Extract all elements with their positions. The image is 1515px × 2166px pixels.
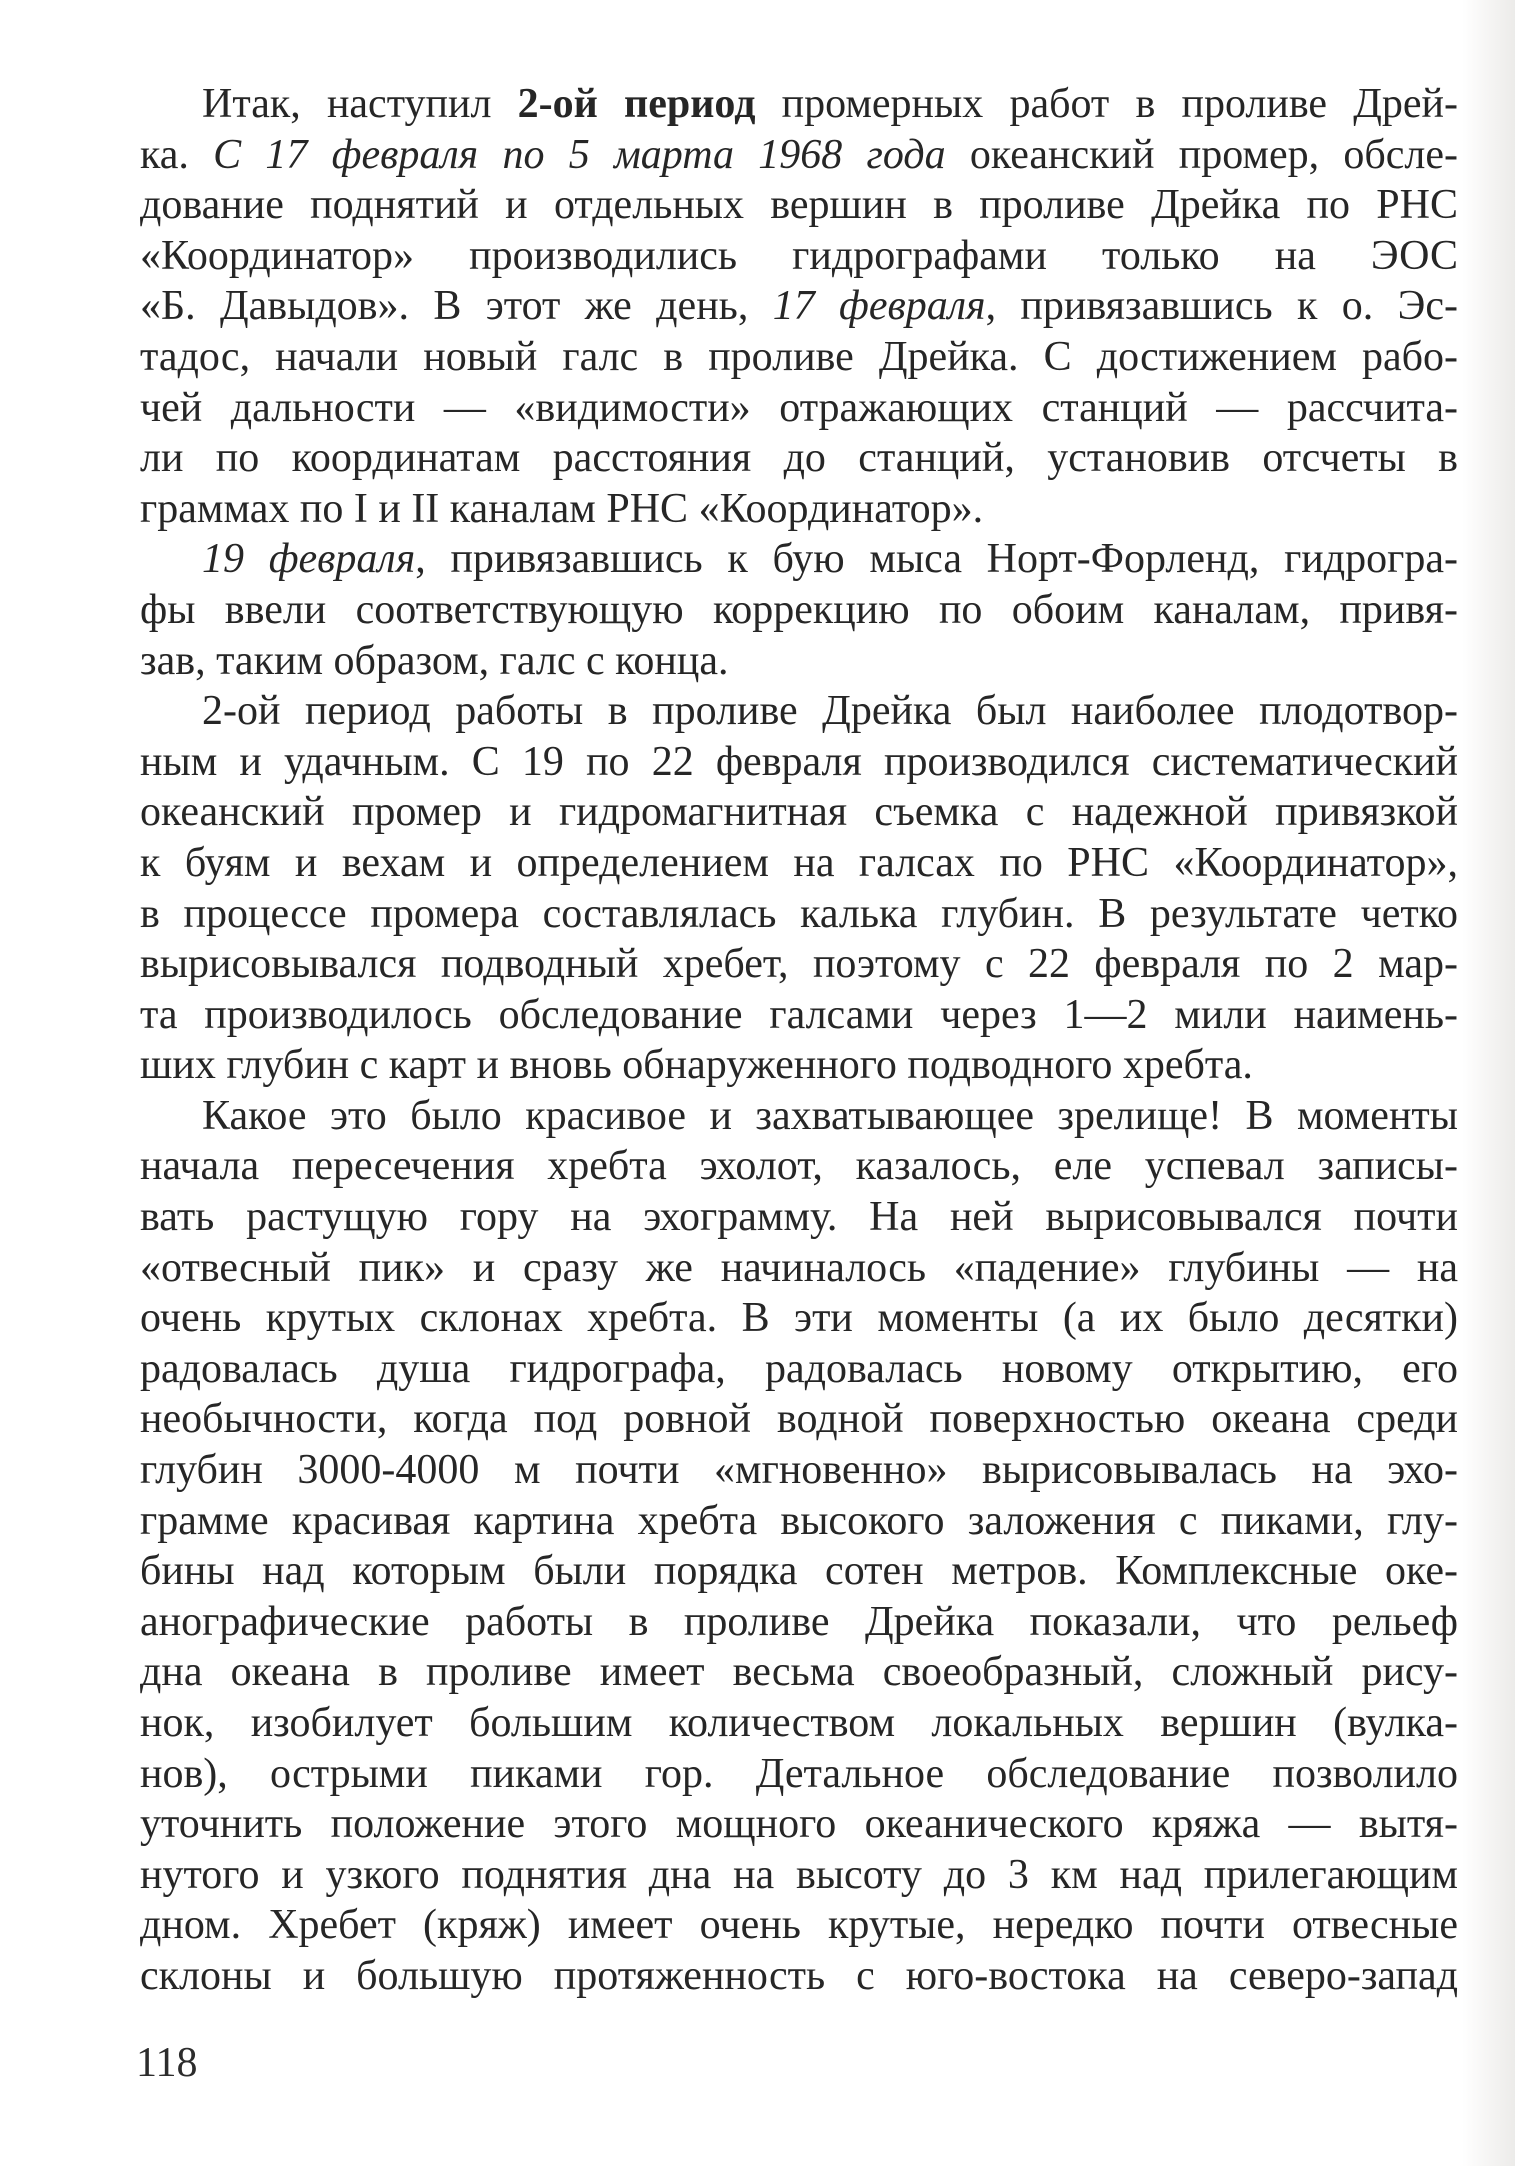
text-run: тадос, начали новый галс в проливе Дрейка. С достижением рабо- [140, 333, 1458, 380]
text-run: вать растущую гору на эхограмму. На ней вырисовывался почти [140, 1194, 1458, 1241]
text-line [140, 383, 1458, 434]
text-line [140, 484, 1458, 535]
paragraph [140, 534, 1458, 686]
text-line [140, 1293, 1458, 1344]
text-line [140, 180, 1458, 231]
text-run: промерных работ в проливе Дрей- [755, 81, 1459, 127]
text-line [140, 130, 1458, 181]
text-line [140, 1192, 1458, 1243]
text-line [140, 1900, 1458, 1951]
text-run: вырисовывался подводный хребет, поэтому с 22 февраля по 2 мар- [140, 941, 1458, 988]
text-line [140, 534, 1458, 585]
paragraph [140, 686, 1458, 1091]
text-run: очень крутых склонах хребта. В эти моменты (а их было десятки) [140, 1295, 1458, 1342]
text-run: чей дальности — «видимости» отражающих станций — рассчита- [140, 384, 1458, 431]
text-line [140, 939, 1458, 990]
text-run: нутого и узкого поднятия дна на высоту до 3 км над прилегающим [140, 1851, 1458, 1898]
text-run: Какое это было красивое и захватывающее зрелище! В моменты [202, 1092, 1458, 1139]
text-run: склоны и большую протяженность с юго-востока на северо-запад [140, 1952, 1458, 1999]
text-run: необычности, когда под ровной водной поверхностью океана среди [140, 1396, 1458, 1443]
text-run: уточнить положение этого мощного океанического кряжа — вытя- [140, 1801, 1458, 1848]
text-run: зав, таким образом, галс с конца. [140, 637, 729, 684]
text-run: дование поднятий и отдельных вершин в проливе Дрейка по РНС [140, 182, 1458, 229]
text-line [140, 433, 1458, 484]
text-run: граммах по I и II каналам РНС «Координатор». [140, 485, 984, 532]
text-run: ным и удачным. С 19 по 22 февраля производился систематический [140, 738, 1458, 785]
text-run: ших глубин с карт и вновь обнаруженного подводного хребта. [140, 1042, 1253, 1089]
text-line [140, 1698, 1458, 1749]
text-run: глубин 3000-4000 м почти «мгновенно» вырисовывалась на эхо- [140, 1447, 1458, 1494]
page-number: 118 [136, 2040, 198, 2086]
text-run: «Координатор» производились гидрографами только на ЭОС [140, 232, 1458, 279]
text-line [140, 1647, 1458, 1698]
text-run: «отвесный пик» и сразу же начиналось «падение» глубины — на [140, 1244, 1458, 1291]
text-run: дном. Хребет (кряж) имеет очень крутые, нередко почти отвесные [140, 1902, 1458, 1949]
text-run: , привязавшись к о. Эс- [985, 283, 1458, 330]
text-run: анографические работы в проливе Дрейка показали, что рельеф [140, 1598, 1458, 1645]
text-run: бины над которым были порядка сотен метров. Комплексные оке- [140, 1548, 1458, 1595]
text-run: к буям и вехам и определением на галсах по РНС «Координатор», [140, 839, 1458, 886]
text-line [140, 1243, 1458, 1294]
text-line [140, 686, 1458, 737]
text-run: Итак, наступил [202, 81, 518, 127]
text-run: та производилось обследование галсами через 1—2 мили наимень- [140, 991, 1458, 1038]
text-run: , привязавшись к бую мыса Норт-Форленд, гидрогра- [415, 536, 1458, 583]
text-line [140, 636, 1458, 687]
text-run: фы ввели соответствующую коррекцию по обоим каналам, привя- [140, 586, 1458, 633]
text-line [140, 1141, 1458, 1192]
text-line [140, 1546, 1458, 1597]
text-line [140, 281, 1458, 332]
text-line [140, 889, 1458, 940]
text-line [140, 990, 1458, 1041]
text-run: океанский промер и гидромагнитная съемка с надежной привязкой [140, 789, 1458, 836]
text-run: нок, изобилует большим количеством локальных вершин (вулка- [140, 1700, 1458, 1746]
text-line [140, 737, 1458, 788]
text-run: 2-ой период работы в проливе Дрейка был наиболее плодотвор- [202, 688, 1458, 735]
text-line [140, 1091, 1458, 1142]
text-line [140, 787, 1458, 838]
text-line [140, 1799, 1458, 1850]
text-line [140, 1951, 1458, 2002]
text-line [140, 1597, 1458, 1648]
italic-run: 19 февраля [202, 536, 416, 583]
text-run: нов), острыми пиками гор. Детальное обследование позволило [140, 1750, 1458, 1797]
text-run: дна океана в проливе имеет весьма своеобразный, сложный рису- [140, 1649, 1458, 1696]
text-line [140, 1344, 1458, 1395]
text-run: радовалась душа гидрографа, радовалась новому открытию, его [140, 1345, 1458, 1392]
text-run: ка. [140, 131, 214, 178]
text-line [140, 1749, 1458, 1800]
text-line [140, 332, 1458, 383]
text-run: грамме красивая картина хребта высокого заложения с пиками, глу- [140, 1497, 1458, 1544]
text-line [140, 1394, 1458, 1445]
text-line [140, 1850, 1458, 1901]
text-line [140, 1040, 1458, 1091]
text-block [140, 79, 1458, 2002]
italic-run: С 17 февраля по 5 марта 1968 года [213, 131, 946, 178]
text-line [140, 838, 1458, 889]
text-line [140, 231, 1458, 282]
text-run: начала пересечения хребта эхолот, казалось, еле успевал записы- [140, 1143, 1458, 1190]
paragraph [140, 1091, 1458, 2002]
text-line [140, 585, 1458, 636]
text-line [140, 79, 1458, 130]
text-run: «Б. Давыдов». В этот же день, [140, 283, 773, 330]
text-line [140, 1445, 1458, 1496]
text-run: ли по координатам расстояния до станций, установив отсчеты в [140, 435, 1458, 482]
text-run: в процессе промера составлялась калька глубин. В результате четко [140, 890, 1458, 937]
paragraph [140, 79, 1458, 534]
italic-run: 17 февраля [772, 283, 986, 330]
bold-run: 2-ой период [517, 81, 756, 127]
text-line [140, 1496, 1458, 1547]
text-run: океанский промер, обсле- [945, 131, 1458, 178]
